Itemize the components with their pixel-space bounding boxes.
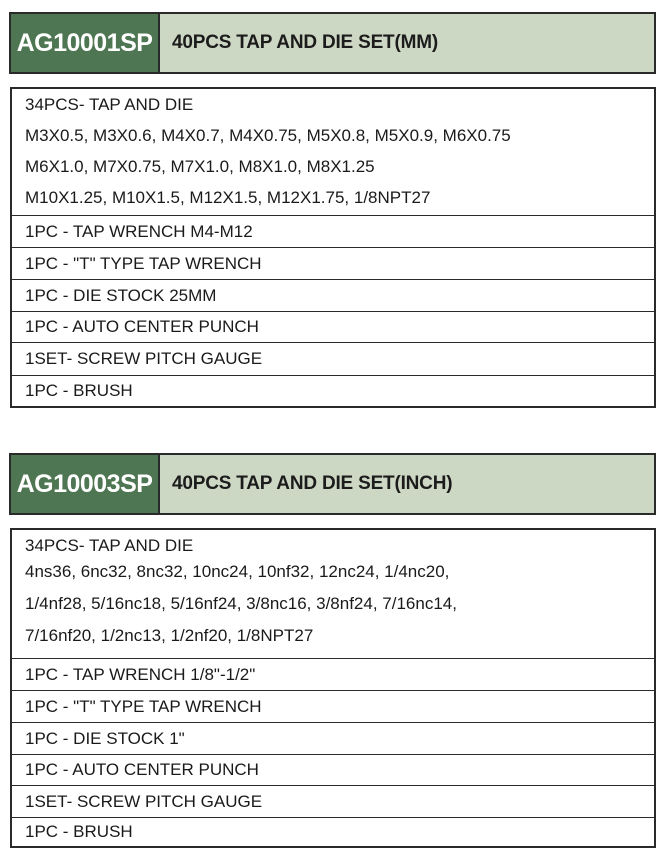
set-2-code: AG10003SP xyxy=(11,455,160,513)
set-2-title: 40PCS TAP AND DIE SET(INCH) xyxy=(172,473,453,494)
set-1-item: 1SET- SCREW PITCH GAUGE xyxy=(12,343,654,376)
set-1-item: 1PC - BRUSH xyxy=(25,381,133,400)
set-2-header xyxy=(9,453,656,515)
set-1-taps-heading: 34PCS- TAP AND DIE xyxy=(25,95,194,114)
set-2-taps-line: 1/4nf28, 5/16nc18, 5/16nf24, 3/8nc16, 3/8nf24, 7/16nc14, xyxy=(25,594,457,613)
set-2-taps-line: 7/16nf20, 1/2nc13, 1/2nf20, 1/8NPT27 xyxy=(25,626,314,645)
set-2-item: 1SET- SCREW PITCH GAUGE xyxy=(12,786,654,818)
set-1-item: 1PC - "T" TYPE TAP WRENCH xyxy=(12,248,654,280)
set-1-header xyxy=(9,12,656,74)
set-1-taps-line: M6X1.0, M7X0.75, M7X1.0, M8X1.0, M8X1.25 xyxy=(25,157,375,176)
set-2-item: 1PC - DIE STOCK 1" xyxy=(12,723,654,755)
set-1-taps-line: M10X1.25, M10X1.5, M12X1.5, M12X1.75, 1/8NPT27 xyxy=(25,188,431,207)
set-1-title: 40PCS TAP AND DIE SET(MM) xyxy=(172,32,438,53)
set-2-taps-heading: 34PCS- TAP AND DIE xyxy=(25,536,194,555)
set-2-taps-block xyxy=(12,530,654,659)
set-2-item: 1PC - BRUSH xyxy=(25,822,133,841)
set-1-taps-line: M3X0.5, M3X0.6, M4X0.7, M4X0.75, M5X0.8, M5X0.9, M6X0.75 xyxy=(25,126,511,145)
set-1-item: 1PC - TAP WRENCH M4-M12 xyxy=(12,216,654,248)
set-2-item: 1PC - "T" TYPE TAP WRENCH xyxy=(12,691,654,723)
set-1-item: 1PC - AUTO CENTER PUNCH xyxy=(12,312,654,343)
set-1-code: AG10001SP xyxy=(11,14,160,72)
set-1-contents xyxy=(10,87,656,408)
set-2-contents xyxy=(10,528,656,848)
set-2-taps-line: 4ns36, 6nc32, 8nc32, 10nc24, 10nf32, 12nc24, 1/4nc20, xyxy=(25,562,450,581)
set-1-taps-block xyxy=(12,89,654,216)
set-2-item: 1PC - TAP WRENCH 1/8"-1/2" xyxy=(12,659,654,691)
set-2-item: 1PC - AUTO CENTER PUNCH xyxy=(12,755,654,786)
set-1-item: 1PC - DIE STOCK 25MM xyxy=(12,280,654,312)
